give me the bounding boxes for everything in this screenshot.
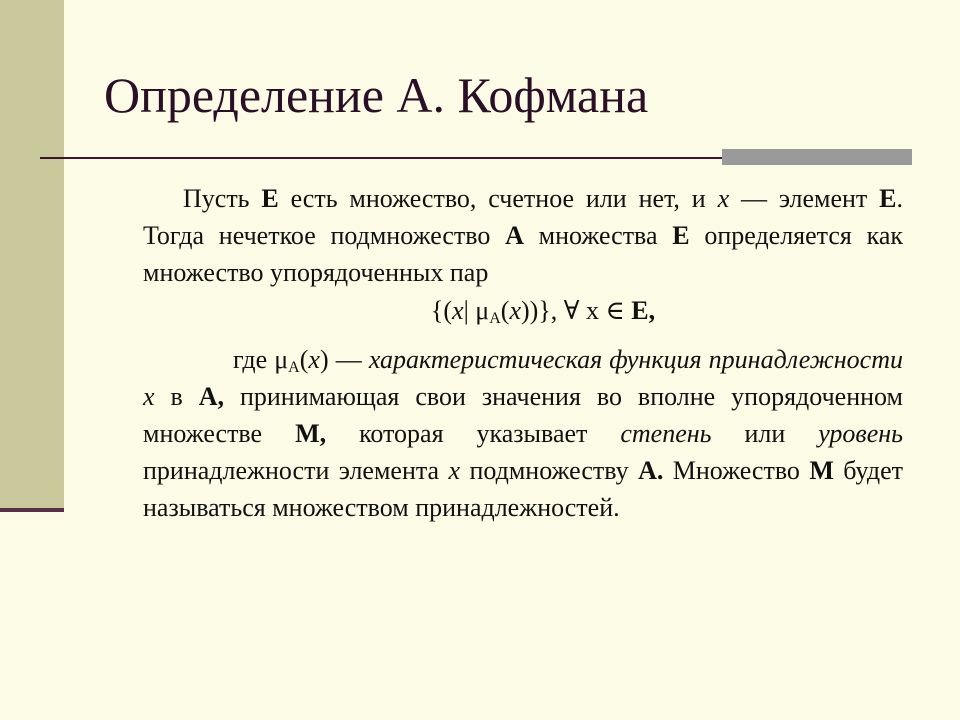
text-run: | μ [463,296,490,325]
definition-paragraph [143,180,903,291]
text-run: E, [631,296,656,325]
text-run: A, [198,382,225,411]
text-run: A. [638,456,664,485]
text-run: подмножеству [460,456,639,485]
text-run: {( [430,296,453,325]
text-run: E [261,184,279,213]
title-accent-bar [722,149,912,165]
text-run: . Тогда нечеткое подмножество [143,184,903,250]
membership-function-paragraph [143,341,903,526]
slide-title: Определение А. Кофмана [104,67,649,123]
text-run: A [505,221,524,250]
text-run: будет называться множеством принадлежностей. [143,456,904,522]
text-run: характеристическая функция принадлежности [368,345,903,374]
text-run: E [672,221,690,250]
text-run: x [452,296,464,325]
text-run: Множество [663,456,810,485]
text-run: ( [500,296,510,325]
text-run: ))}, ∀ x ∈ [521,296,632,325]
text-run: ( [299,345,309,374]
text-run: A [489,310,501,327]
text-run: принимающая свои значения во вполне упорядоченном множестве [143,382,903,448]
text-run: x [143,382,155,411]
text-run: E [879,184,897,213]
text-run: или [711,419,819,448]
text-run: Пусть [183,184,262,213]
text-run: M [809,456,834,485]
set-formula [143,291,903,335]
text-run: определяется как множество упорядоченных пар [143,221,903,287]
text-run: x [509,296,522,325]
text-run: принадлежности элемента [143,456,449,485]
text-run: где μ [233,345,289,374]
text-run: — элемент [729,184,880,213]
text-run: в [154,382,199,411]
text-run: M, [295,419,327,448]
title-underline [40,157,730,159]
text-run: степень [620,419,712,448]
slide-body [143,180,903,526]
text-run: которая указывает [326,419,621,448]
text-run: есть множество, счетное или нет, и [278,184,718,213]
text-run: ) — [319,345,369,374]
text-run: x [308,345,320,374]
text-run: A [288,359,300,376]
text-run: x [717,184,730,213]
text-run: уровень [818,419,903,448]
left-decorative-bar [0,0,64,512]
text-run: множества [523,221,673,250]
text-run: x [448,456,461,485]
